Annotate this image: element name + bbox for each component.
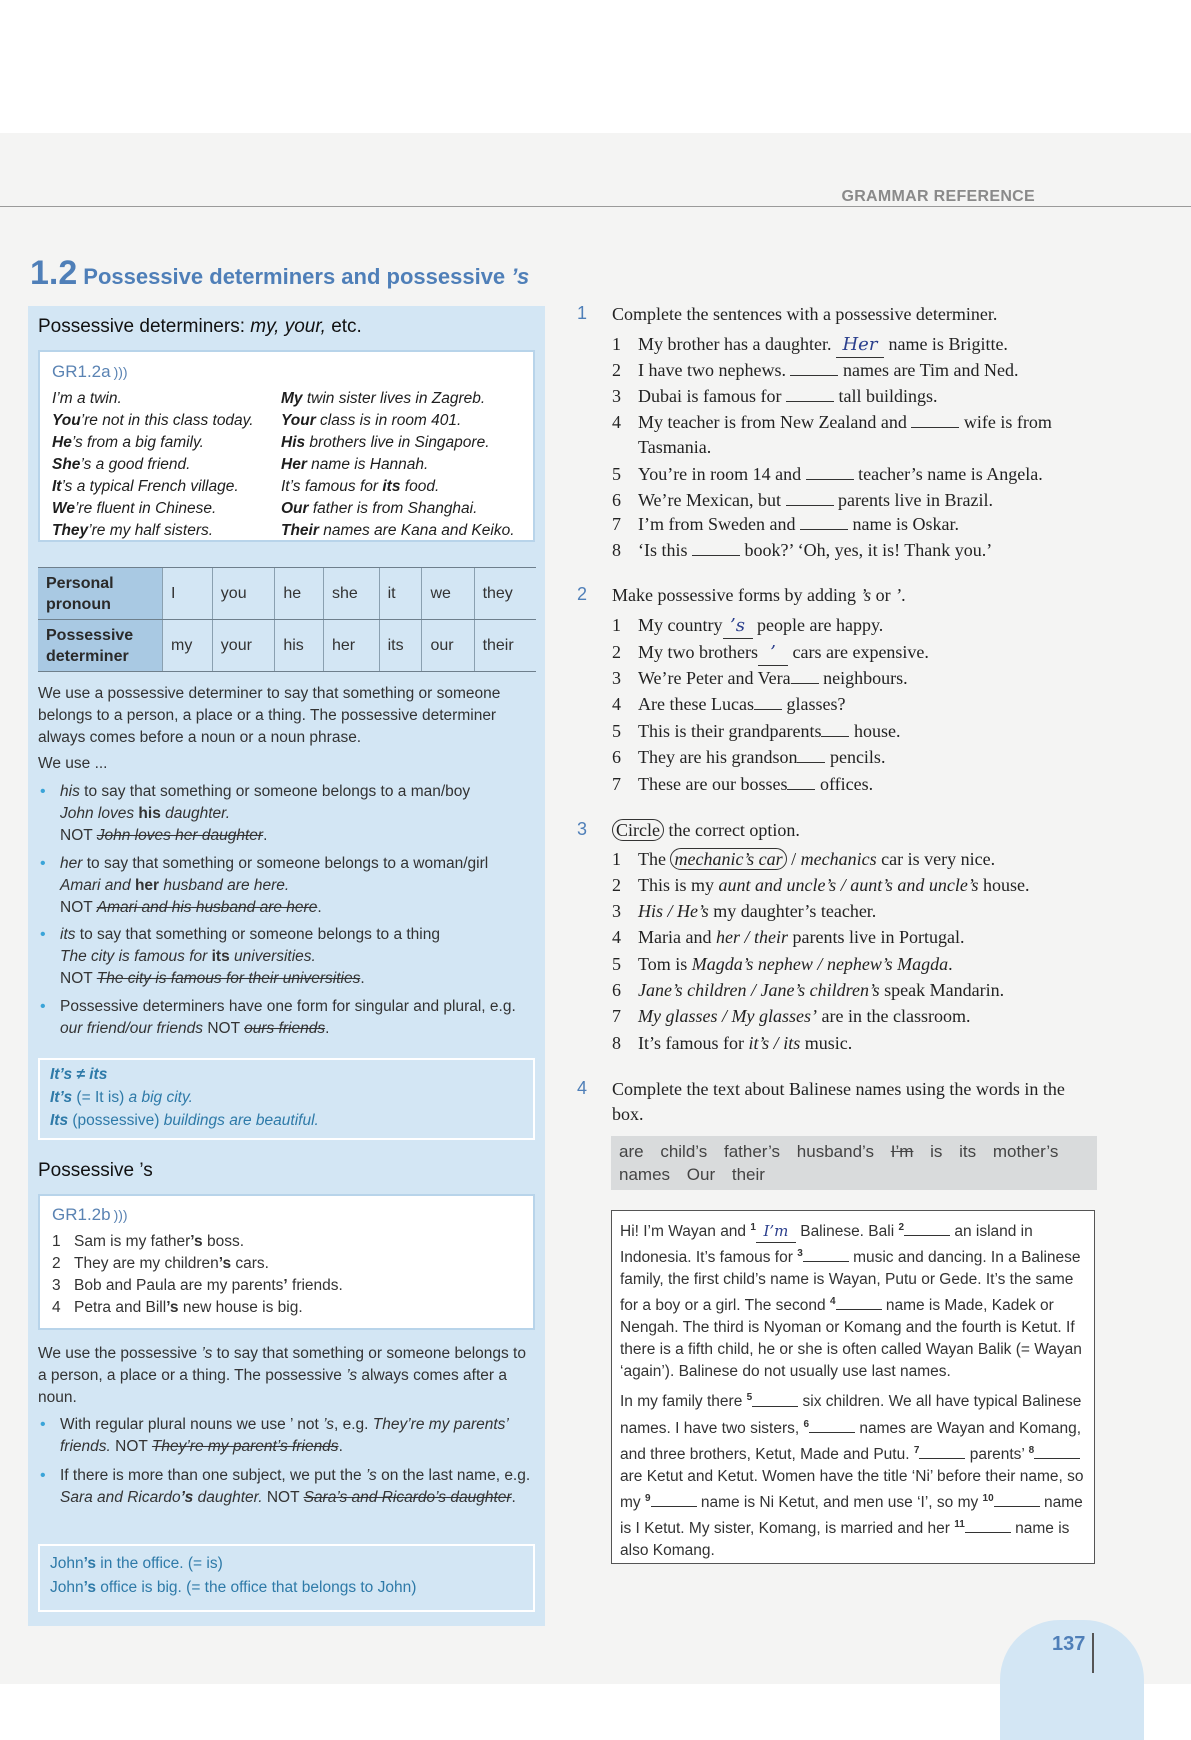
answer-blank[interactable] bbox=[651, 1492, 697, 1507]
word-option[interactable]: husband’s bbox=[796, 1142, 874, 1161]
answer-handwritten: ’ bbox=[758, 641, 788, 666]
answer-blank[interactable] bbox=[836, 1295, 882, 1310]
poss-example: 4 Petra and Bill’s new house is big. bbox=[52, 1299, 303, 1316]
answer-blank[interactable] bbox=[752, 1392, 798, 1407]
poss-example: 3 Bob and Paula are my parents’ friends. bbox=[52, 1277, 343, 1294]
table-cell: we bbox=[422, 568, 474, 620]
audio-icon: ))) bbox=[113, 364, 128, 380]
word-option[interactable]: father’s bbox=[723, 1142, 781, 1161]
table-cell: they bbox=[474, 568, 536, 620]
word-option[interactable]: its bbox=[959, 1142, 977, 1161]
table-cell: your bbox=[212, 620, 275, 672]
answer-blank[interactable] bbox=[754, 695, 782, 710]
table-cell: its bbox=[379, 620, 422, 672]
bullet-her: • her to say that something or someone belongs to a woman/girl Amari and her husband are here. NOT Amari and his husband are here. bbox=[40, 855, 489, 916]
option-selected[interactable]: mechanic’s car bbox=[670, 848, 786, 870]
option[interactable]: nephew’s Magda bbox=[826, 954, 949, 974]
table-cell: our bbox=[422, 620, 474, 672]
table-cell: my bbox=[163, 620, 213, 672]
poss-example: 2 They are my children’s cars. bbox=[52, 1255, 269, 1272]
answer-blank[interactable] bbox=[800, 515, 848, 530]
its-note-line: It’s (= It is) a big city. bbox=[50, 1089, 193, 1106]
ex2-item: 5 This is their grandparents house. bbox=[612, 721, 901, 741]
ex3-item: 3 His / He’s my daughter’s teacher. bbox=[612, 901, 877, 921]
det-intro: We use a possessive determiner to say that something or someone belongs to a person, a place or a thing. The possessive determiner always comes before a noun or a noun phrase. bbox=[38, 685, 501, 746]
answer-handwritten: ’s bbox=[723, 614, 753, 639]
answer-blank[interactable] bbox=[786, 387, 834, 402]
header-rule bbox=[0, 206, 1191, 207]
det-heading-end: etc. bbox=[325, 316, 362, 337]
text-paragraph: Hi! I’m Wayan and $^1$ I’m Balinese. Bali $^2$ an island in Indonesia. It’s famous for $^3$ music and dancing. In a Balinese family, the first child’s name is Wayan, Putu or Gede. It’s the same for a boy or a girl. The second $^4$ name is Made, Kadek or Nengah. The third is Nyoman or Komang and the fourth is Ketut. If there is a fifth child, he or she is often called Wayan Balik (= Wayan ‘again’). Balinese do not usually use last names. bbox=[620, 1222, 1082, 1381]
ex2-item: 6 They are his grandson pencils. bbox=[612, 747, 886, 767]
bullet-singular-plural: • Possessive determiners have one form for singular and plural, e.g. our friend/our friends NOT ours friends. bbox=[40, 998, 516, 1037]
table-cell: he bbox=[275, 568, 324, 620]
answer-handwritten: Her bbox=[836, 333, 884, 358]
option[interactable]: their bbox=[753, 927, 788, 947]
exercise-4-instruction: Complete the text about Balinese names using the words in the box. bbox=[612, 1079, 1065, 1124]
answer-blank[interactable] bbox=[787, 775, 815, 790]
title-text bbox=[83, 264, 529, 289]
word-option[interactable]: is bbox=[930, 1142, 943, 1161]
det-example: I’m a twin. bbox=[52, 390, 122, 407]
page-title bbox=[30, 254, 529, 293]
exercise-1-instruction: Complete the sentences with a possessive determiner. bbox=[612, 304, 998, 324]
det-example: They’re my half sisters. bbox=[52, 522, 214, 539]
title-number: 1.2 bbox=[30, 254, 78, 292]
ex3-item: 7 My glasses / My glasses’ are in the classroom. bbox=[612, 1006, 971, 1026]
ex1-item-continuation: Tasmania. bbox=[638, 437, 712, 457]
option[interactable]: My glasses’ bbox=[731, 1006, 817, 1026]
answer-blank[interactable] bbox=[965, 1518, 1011, 1533]
section-label: GRAMMAR REFERENCE bbox=[841, 188, 1035, 205]
page-number-bar bbox=[1092, 1633, 1094, 1673]
ex1-item: 8 ‘Is this book?’ ‘Oh, yes, it is! Thank you.’ bbox=[612, 540, 993, 560]
option[interactable]: Jane’s children bbox=[638, 980, 747, 1000]
word-option[interactable]: child’s bbox=[660, 1142, 708, 1161]
poss-examples bbox=[52, 1231, 343, 1319]
ex2-item: 2 My two brothers ’ cars are expensive. bbox=[612, 640, 929, 666]
balinese-text-box bbox=[611, 1210, 1095, 1564]
bullet-dot: • bbox=[40, 1467, 46, 1484]
table-row-header: Personal pronoun bbox=[38, 568, 163, 620]
ex2-item: 4 Are these Lucas glasses? bbox=[612, 694, 846, 714]
det-example: We’re fluent in Chinese. bbox=[52, 500, 217, 517]
audio-track-gr12a[interactable] bbox=[52, 362, 128, 382]
bullet-dot: • bbox=[40, 855, 46, 872]
table-cell: it bbox=[379, 568, 422, 620]
word-option-used[interactable]: I’m bbox=[890, 1142, 914, 1161]
bullet-his: • his to say that something or someone belongs to a man/boy John loves his daughter. NOT John loves her daughter. bbox=[40, 783, 471, 844]
table-row-pronoun bbox=[38, 568, 536, 620]
table-row-header: Possessive determiner bbox=[38, 620, 163, 672]
answer-blank[interactable] bbox=[919, 1444, 965, 1459]
det-example: My twin sister lives in Zagreb. bbox=[281, 390, 486, 407]
bullet-dot: • bbox=[40, 998, 46, 1015]
ex3-item: 1 The mechanic’s car / mechanics car is very nice. bbox=[612, 849, 996, 869]
word-option[interactable]: mother’s bbox=[992, 1142, 1059, 1161]
its-note-line: It’s ≠ its bbox=[50, 1066, 108, 1083]
answer-blank[interactable] bbox=[791, 669, 819, 684]
ex1-item: 1 My brother has a daughter. Her name is Brigitte. bbox=[612, 332, 1008, 358]
title-suffix: ’s bbox=[511, 264, 530, 289]
bullet-dot: • bbox=[40, 1416, 46, 1433]
poss-heading: Possessive ’s bbox=[38, 1160, 153, 1181]
table-cell: I bbox=[163, 568, 213, 620]
ex3-item: 4 Maria and her / their parents live in Portugal. bbox=[612, 927, 965, 947]
audio-track-gr12b[interactable] bbox=[52, 1205, 128, 1225]
option[interactable]: His bbox=[638, 901, 664, 921]
det-example: Our father is from Shanghai. bbox=[281, 500, 478, 517]
exercise-2-instruction: Make possessive forms by adding ’s or ’. bbox=[612, 585, 906, 605]
option[interactable]: it’s bbox=[748, 1033, 770, 1053]
ex2-item: 1 My country ’s people are happy. bbox=[612, 613, 883, 639]
title-main: Possessive determiners and possessive bbox=[83, 264, 512, 289]
det-example: It’s famous for its food. bbox=[281, 478, 440, 495]
answer-blank[interactable] bbox=[911, 413, 959, 428]
bullet-dot: • bbox=[40, 783, 46, 800]
answer-blank[interactable] bbox=[809, 1418, 855, 1433]
det-example: His brothers live in Singapore. bbox=[281, 434, 490, 451]
text-paragraph: In my family there $^5$ six children. We all have typical Balinese names. I have two sisters, $^6$ names are Wayan and Komang, and three brothers, Ketut, Made and Putu. $^7$ parents’ $^8$ are Ketut and Ketut. Women have the title ‘Ni’ before their name, so my $^9$ name is Ni Ketut, and men use ‘I’, so my $^{10}$ name is I Ketut. My sister, Komang, is married and her $^{11}$ name is also Komang. bbox=[620, 1392, 1084, 1560]
word-option[interactable]: names bbox=[619, 1165, 671, 1184]
table-row-determiner bbox=[38, 620, 536, 672]
audio-icon: ))) bbox=[113, 1207, 128, 1223]
exercise-1-number: 1 bbox=[577, 303, 588, 323]
answer-blank[interactable] bbox=[803, 1247, 849, 1262]
ex2-item: 3 We’re Peter and Vera neighbours. bbox=[612, 668, 908, 688]
audio-code: GR1.2b bbox=[52, 1205, 111, 1224]
answer-blank[interactable] bbox=[1034, 1444, 1080, 1459]
ex3-item: 8 It’s famous for it’s / its music. bbox=[612, 1033, 853, 1053]
answer-blank[interactable] bbox=[806, 465, 854, 480]
audio-code: GR1.2a bbox=[52, 362, 111, 381]
table-cell: she bbox=[323, 568, 379, 620]
det-example: Your class is in room 401. bbox=[281, 412, 462, 429]
ex3-item: 2 This is my aunt and uncle’s / aunt’s and uncle’s house. bbox=[612, 875, 1030, 895]
ex1-item: 7 I’m from Sweden and name is Oskar. bbox=[612, 514, 959, 534]
ex3-item: 6 Jane’s children / Jane’s children’s speak Mandarin. bbox=[612, 980, 1005, 1000]
answer-blank[interactable] bbox=[797, 748, 825, 763]
ex1-item: 6 We’re Mexican, but parents live in Brazil. bbox=[612, 490, 993, 510]
answer-blank[interactable] bbox=[994, 1492, 1040, 1507]
det-example: Their names are Kana and Keiko. bbox=[281, 522, 515, 539]
det-heading-text: Possessive determiners: bbox=[38, 316, 251, 337]
ex1-item: 3 Dubai is famous for tall buildings. bbox=[612, 386, 938, 406]
exercise-3-instruction: Circle the correct option. bbox=[612, 818, 800, 843]
table-cell: his bbox=[275, 620, 324, 672]
its-note-box bbox=[38, 1058, 535, 1140]
bullet-dot: • bbox=[40, 926, 46, 943]
word-box bbox=[611, 1136, 1097, 1190]
circled-word: Circle bbox=[612, 819, 664, 841]
option[interactable]: aunt and uncle’s bbox=[718, 875, 837, 895]
word-option[interactable]: Our bbox=[686, 1165, 716, 1184]
ex3-item: 5 Tom is Magda’s nephew / nephew’s Magda. bbox=[612, 954, 953, 974]
option[interactable]: My glasses bbox=[638, 1006, 718, 1026]
answer-blank[interactable] bbox=[790, 361, 838, 376]
word-option[interactable]: their bbox=[731, 1165, 765, 1184]
word-option[interactable]: are bbox=[619, 1142, 644, 1161]
bullet-plural-nouns: • With regular plural nouns we use ’ not ’s, e.g. They’re my parents’ friends. NOT They’re my parent’s friends. bbox=[40, 1416, 509, 1455]
det-example: She’s a good friend. bbox=[52, 456, 191, 473]
its-note-line: Its (possessive) buildings are beautiful. bbox=[50, 1112, 319, 1129]
exercise-2-number: 2 bbox=[577, 584, 588, 604]
det-heading bbox=[38, 316, 362, 338]
table-cell: their bbox=[474, 620, 536, 672]
ex1-item: 2 I have two nephews. names are Tim and Ned. bbox=[612, 360, 1019, 380]
answer-blank[interactable] bbox=[821, 722, 849, 737]
det-example: You’re not in this class today. bbox=[52, 412, 254, 429]
ex1-item: 5 You’re in room 14 and teacher’s name is Angela. bbox=[612, 464, 1043, 484]
johns-note-box bbox=[38, 1544, 535, 1612]
det-examples-right bbox=[281, 388, 515, 542]
option[interactable]: Jane’s children’s bbox=[760, 980, 880, 1000]
bullet-its: • its to say that something or someone belongs to a thing The city is famous for its universities. NOT The city is famous for their universities. bbox=[40, 926, 440, 987]
we-use: We use ... bbox=[38, 755, 108, 772]
option[interactable]: mechanics bbox=[800, 849, 877, 869]
option[interactable]: aunt’s and uncle’s bbox=[850, 875, 979, 895]
answer-blank[interactable] bbox=[786, 491, 834, 506]
pronoun-table bbox=[38, 567, 536, 672]
bullet-multiple-subjects: • If there is more than one subject, we put the ’s on the last name, e.g. Sara and Ricardo’s daughter. NOT Sara’s and Ricardo’s daughter. bbox=[40, 1467, 531, 1506]
table-cell: you bbox=[212, 568, 275, 620]
table-cell: her bbox=[323, 620, 379, 672]
det-example: He’s from a big family. bbox=[52, 434, 204, 451]
answer-handwritten: I’m bbox=[756, 1220, 796, 1243]
exercise-4-number: 4 bbox=[577, 1078, 588, 1098]
johns-note-line: John’s in the office. (= is) bbox=[50, 1555, 223, 1572]
option[interactable]: its bbox=[783, 1033, 801, 1053]
option[interactable]: Magda’s nephew bbox=[691, 954, 813, 974]
answer-blank[interactable] bbox=[904, 1221, 950, 1236]
poss-intro: We use the possessive ’s to say that something or someone belongs to a person, a place or a thing. The possessive ’s always comes after a noun. bbox=[38, 1345, 526, 1406]
johns-note-line: John’s office is big. (= the office that belongs to John) bbox=[50, 1579, 417, 1596]
answer-blank[interactable] bbox=[692, 541, 740, 556]
page-number: 137 bbox=[1052, 1633, 1086, 1655]
ex2-item: 7 These are our bosses offices. bbox=[612, 774, 874, 794]
option[interactable]: her bbox=[715, 927, 740, 947]
det-example: Her name is Hannah. bbox=[281, 456, 429, 473]
exercise-3-number: 3 bbox=[577, 819, 588, 839]
ex1-item: 4 My teacher is from New Zealand and wife is from bbox=[612, 412, 1052, 432]
option[interactable]: He’s bbox=[677, 901, 709, 921]
det-examples-left bbox=[52, 388, 254, 542]
det-example: It’s a typical French village. bbox=[52, 478, 239, 495]
det-heading-italic: my, your, bbox=[250, 316, 326, 337]
poss-example: 1 Sam is my father’s boss. bbox=[52, 1233, 244, 1250]
